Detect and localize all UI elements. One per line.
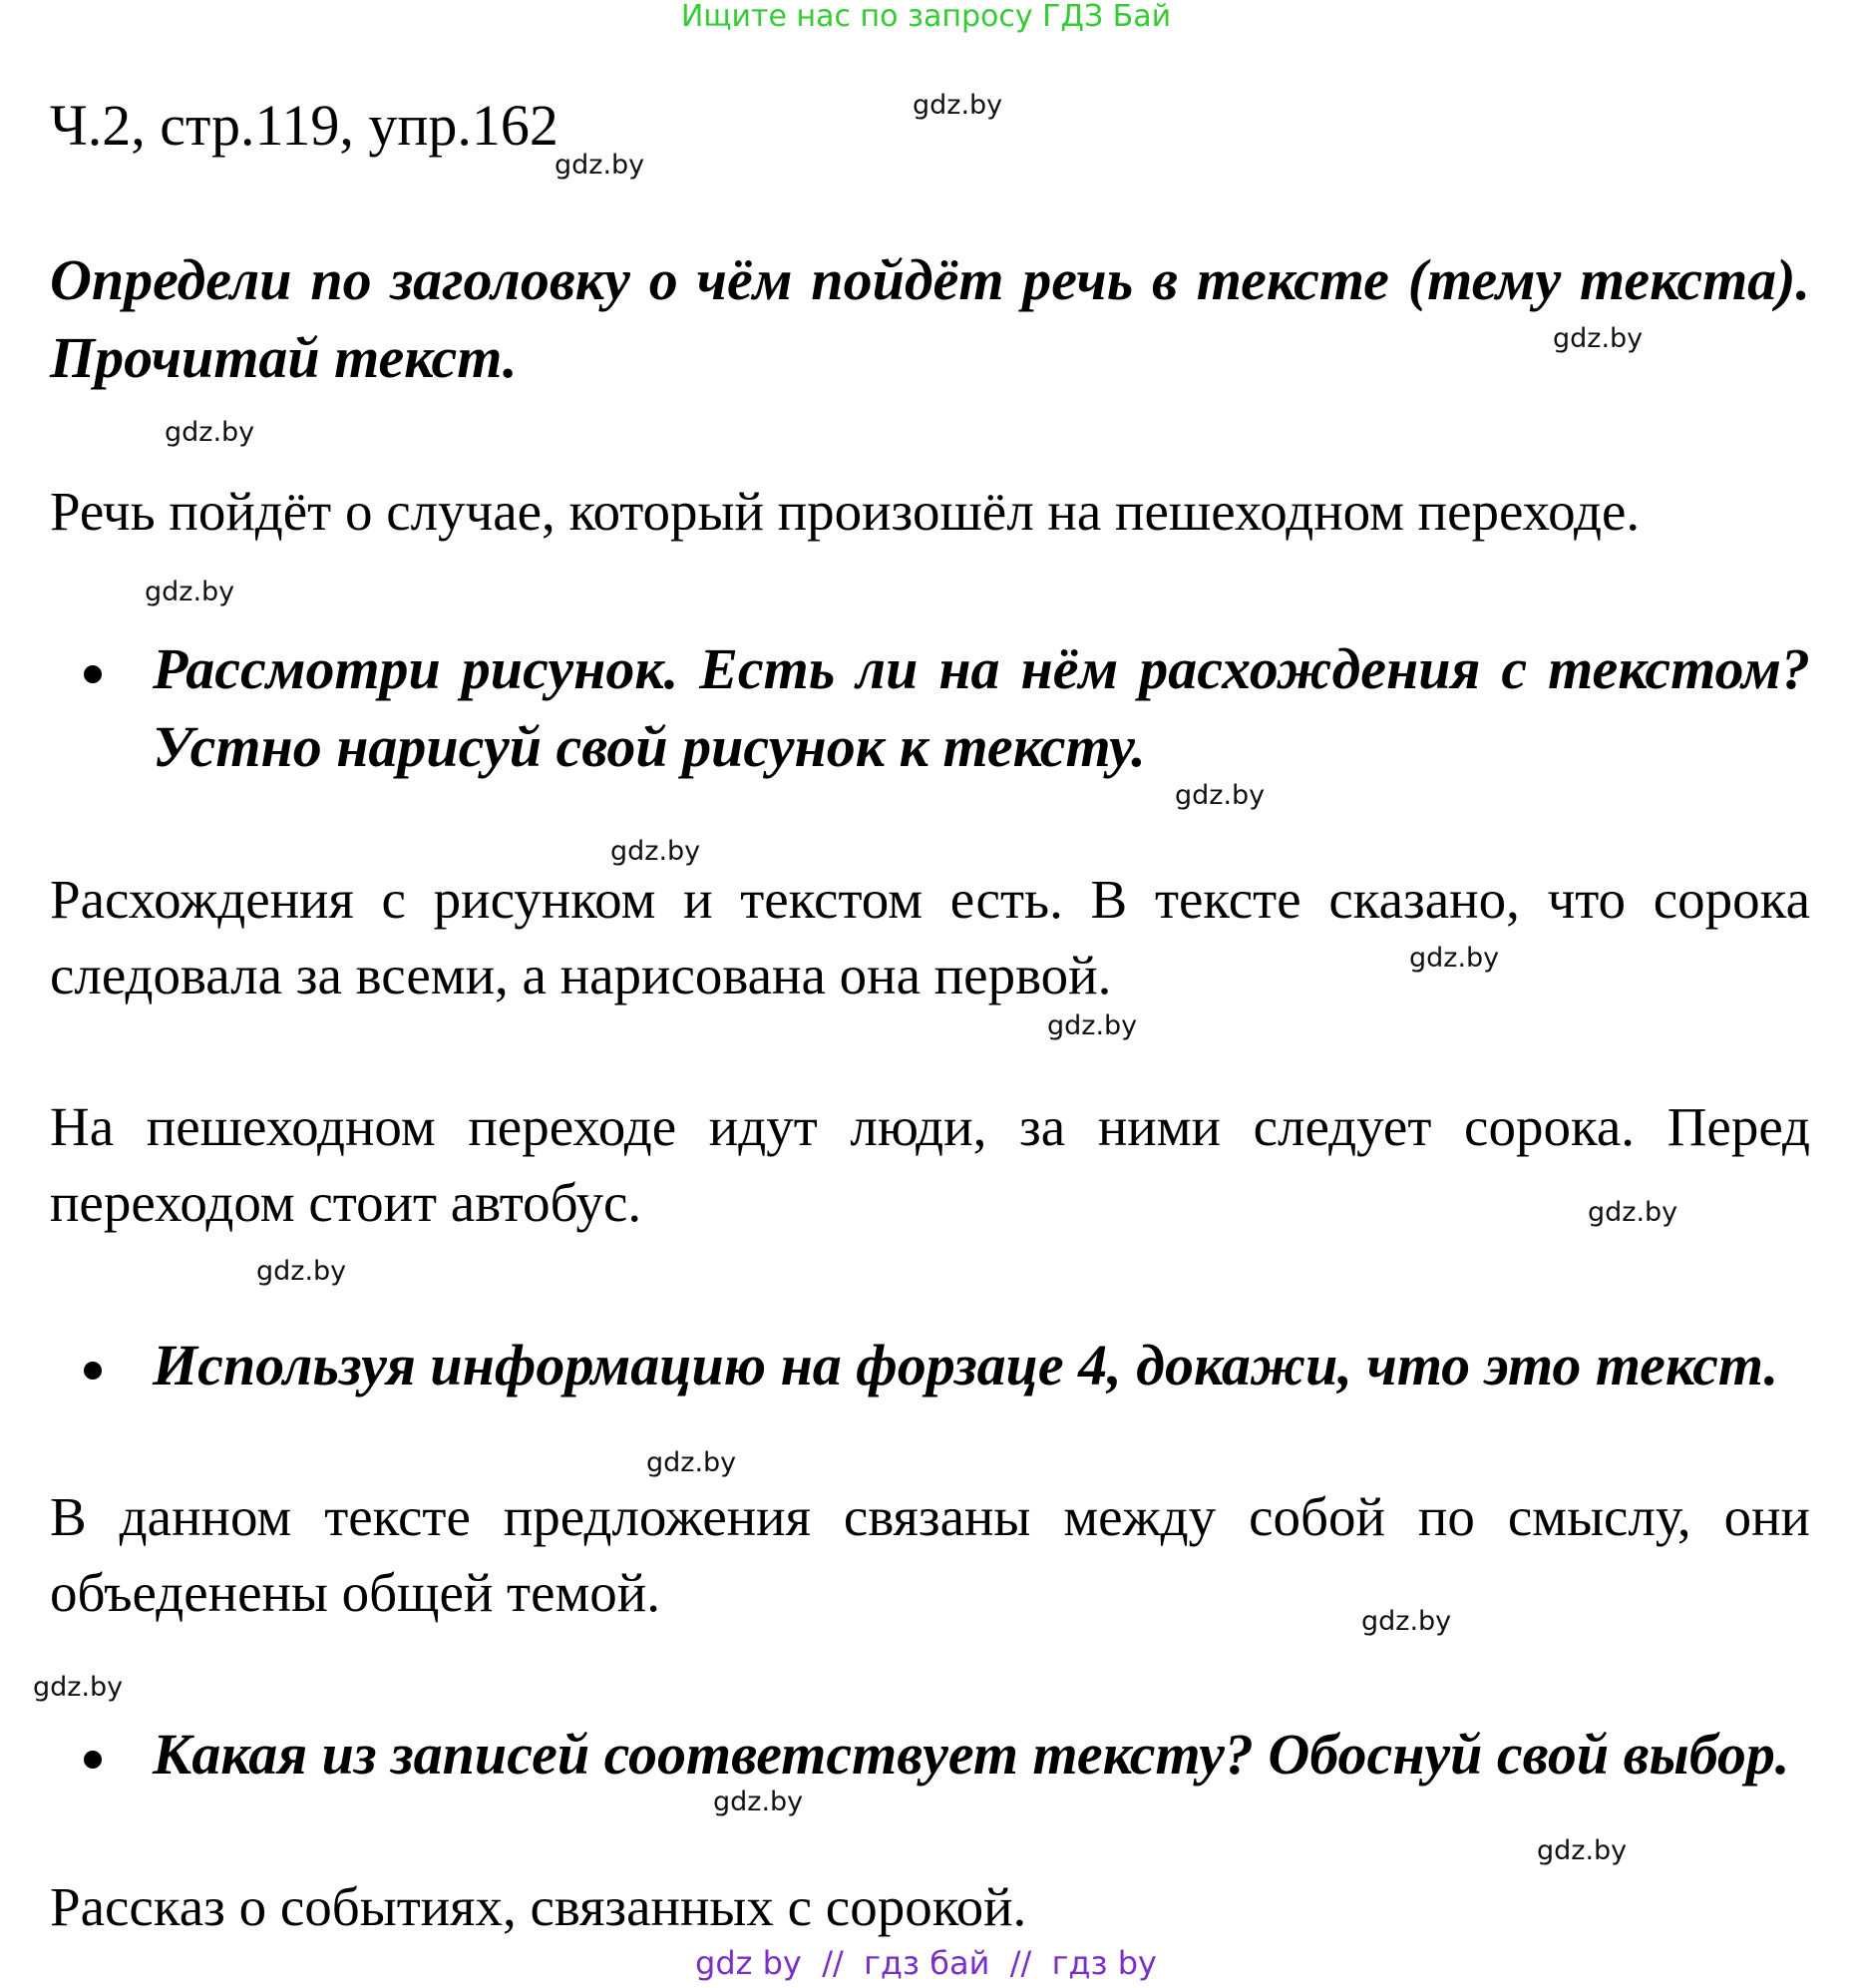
watermark: gdz.by xyxy=(1047,1010,1138,1041)
watermark: gdz.by xyxy=(256,1256,347,1287)
watermark: gdz.by xyxy=(713,1787,804,1817)
top-banner: Ищите нас по запросу ГДЗ Бай xyxy=(680,0,1172,34)
watermark: gdz.by xyxy=(1175,780,1266,811)
watermark: gdz.by xyxy=(33,1672,124,1703)
watermark: gdz.by xyxy=(610,836,701,867)
watermark: gdz.by xyxy=(1537,1835,1628,1866)
answer-1: Речь пойдёт о случае, который произошёл на пешеходном переходе. xyxy=(50,481,1641,542)
bullet-icon xyxy=(84,1362,102,1380)
answer-2-description: На пешеходном переходе идут люди, за ними следует сорока. Перед переходом стоит автобус. xyxy=(50,1096,1810,1233)
watermark: gdz.by xyxy=(555,150,645,181)
footer-links: gdz by // гдз бай // гдз by xyxy=(695,1944,1157,1982)
watermark: gdz.by xyxy=(913,90,1003,121)
watermark: gdz.by xyxy=(646,1447,737,1478)
task-1-prompt: Определи по заголовку о чём пойдёт речь в тексте (тему текста). Прочитай текст. xyxy=(50,247,1810,390)
task-2-prompt: Рассмотри рисунок. Есть ли на нём расхождения с текстом? Устно нарисуй свой рисунок к тексту. xyxy=(153,636,1810,779)
watermark: gdz.by xyxy=(1409,943,1500,974)
watermark: gdz.by xyxy=(1361,1606,1452,1637)
answer-2: Расхождения с рисунком и текстом есть. В тексте сказано, что сорока следовала за всеми, а нарисована она первой. xyxy=(50,869,1810,1005)
answer-4: Рассказ о событиях, связанных с сорокой. xyxy=(50,1876,1027,1937)
watermark: gdz.by xyxy=(1588,1197,1678,1228)
watermark: gdz.by xyxy=(145,577,235,607)
watermark: gdz.by xyxy=(165,417,255,448)
answer-3: В данном тексте предложения связаны между собой по смыслу, они объеденены общей темой. xyxy=(50,1486,1810,1623)
watermark: gdz.by xyxy=(1553,323,1644,354)
task-4-prompt: Какая из записей соответствует тексту? Обоснуй свой выбор. xyxy=(153,1722,1790,1787)
bullet-icon xyxy=(84,665,102,683)
task-3-prompt: Используя информацию на форзаце 4, докажи, что это текст. xyxy=(153,1333,1779,1397)
bullet-icon xyxy=(84,1751,102,1769)
page-reference: Ч.2, стр.119, упр.162 xyxy=(50,93,558,158)
